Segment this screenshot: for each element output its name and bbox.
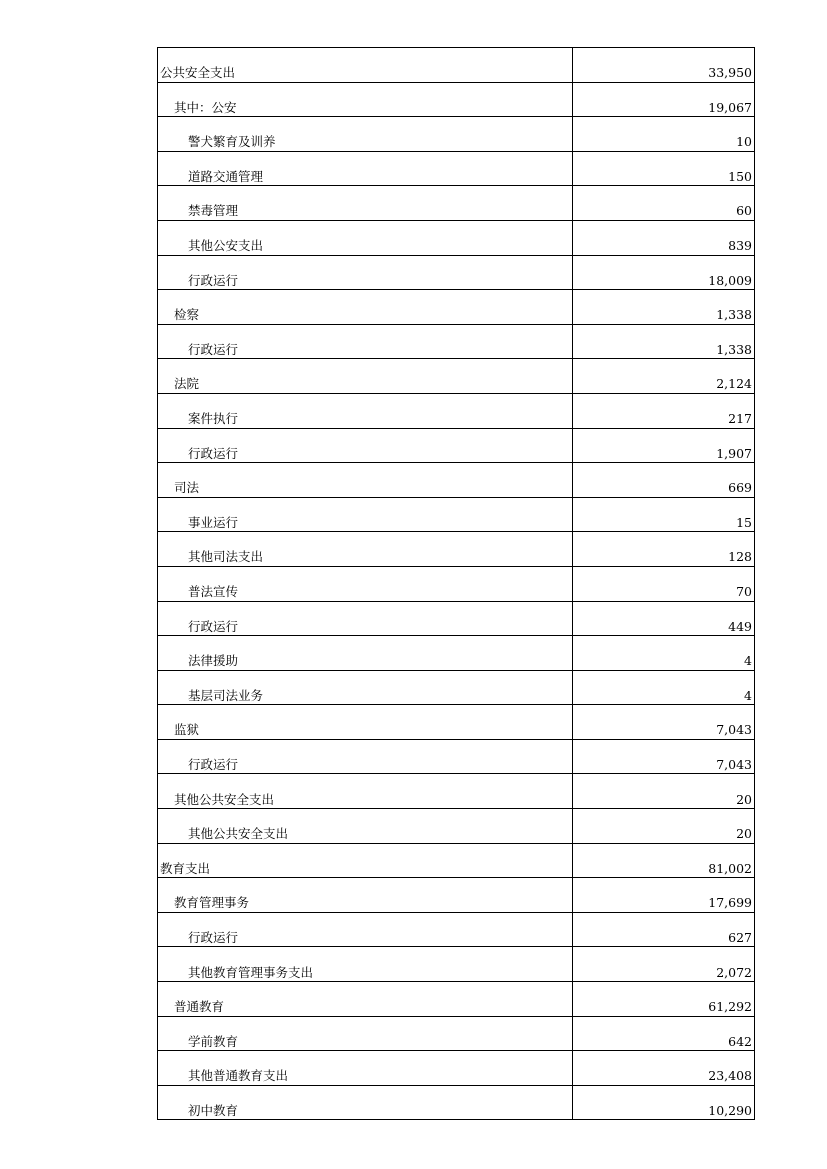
item-name: 行政运行 [188,341,239,357]
item-amount: 20 [573,774,755,809]
item-name-cell [158,463,573,498]
item-amount: 20 [573,809,755,844]
table-row [158,117,755,152]
item-name-cell [158,1051,573,1086]
item-name-cell [158,1085,573,1120]
budget-sheet [157,47,755,1120]
item-amount: 1,338 [573,290,755,325]
item-name: 行政运行 [188,756,239,772]
table-row [158,497,755,532]
table-row [158,428,755,463]
table-row [158,1051,755,1086]
table-row [158,1016,755,1051]
item-name-cell [158,186,573,221]
item-amount: 33,950 [573,48,755,83]
item-name: 其他公共安全支出 [188,826,289,842]
item-amount: 150 [573,151,755,186]
item-name: 行政运行 [188,618,239,634]
item-name: 其他普通教育支出 [188,1068,289,1084]
item-name: 事业运行 [188,514,239,530]
item-amount: 70 [573,566,755,601]
item-name-cell [158,82,573,117]
item-name: 法院 [174,376,200,392]
table-row [158,843,755,878]
table-row [158,774,755,809]
item-name: 法律援助 [188,653,239,669]
item-name-cell [158,809,573,844]
item-name-cell [158,151,573,186]
item-amount: 839 [573,220,755,255]
item-name: 教育管理事务 [174,895,250,911]
item-name: 其他司法支出 [188,549,264,565]
item-name-cell [158,566,573,601]
table-row [158,359,755,394]
item-name-cell [158,843,573,878]
table-row [158,48,755,83]
table-row [158,324,755,359]
item-amount: 1,907 [573,428,755,463]
table-row [158,463,755,498]
table-row [158,878,755,913]
item-name: 普通教育 [174,999,225,1015]
item-name: 警犬繁育及训养 [188,134,276,150]
item-amount: 642 [573,1016,755,1051]
item-amount: 1,338 [573,324,755,359]
item-name-cell [158,497,573,532]
table-row [158,739,755,774]
item-name-cell [158,670,573,705]
item-name-cell [158,636,573,671]
item-amount: 7,043 [573,739,755,774]
item-amount: 217 [573,393,755,428]
item-amount: 17,699 [573,878,755,913]
item-name-cell [158,774,573,809]
item-amount: 19,067 [573,82,755,117]
item-name-cell [158,601,573,636]
item-name-cell [158,912,573,947]
item-amount: 128 [573,532,755,567]
item-amount: 60 [573,186,755,221]
item-name-cell [158,1016,573,1051]
item-name: 道路交通管理 [188,168,264,184]
table-row [158,705,755,740]
item-name: 初中教育 [188,1102,239,1118]
table-row [158,566,755,601]
item-amount: 18,009 [573,255,755,290]
item-name-cell [158,48,573,83]
item-name: 禁毒管理 [188,203,239,219]
item-name: 其他教育管理事务支出 [188,964,314,980]
item-name-cell [158,878,573,913]
table-row [158,151,755,186]
item-amount: 2,124 [573,359,755,394]
item-name: 其中：公安 [174,99,237,115]
table-row [158,255,755,290]
expenditure-table-body [158,48,755,1120]
item-amount: 669 [573,463,755,498]
item-amount: 627 [573,912,755,947]
item-name-cell [158,705,573,740]
item-name: 教育支出 [160,860,211,876]
item-name: 司法 [174,480,200,496]
item-name: 学前教育 [188,1033,239,1049]
table-row [158,670,755,705]
item-name-cell [158,324,573,359]
table-row [158,186,755,221]
item-amount: 449 [573,601,755,636]
item-amount: 81,002 [573,843,755,878]
item-name: 其他公安支出 [188,238,264,254]
table-row [158,1085,755,1120]
table-row [158,947,755,982]
item-name-cell [158,290,573,325]
item-amount: 7,043 [573,705,755,740]
item-name: 行政运行 [188,445,239,461]
table-row [158,82,755,117]
table-row [158,220,755,255]
item-amount: 4 [573,670,755,705]
item-name: 案件执行 [188,411,239,427]
item-name: 普法宣传 [188,584,239,599]
item-name-cell [158,532,573,567]
item-amount: 2,072 [573,947,755,982]
item-name-cell [158,117,573,152]
table-row [158,912,755,947]
item-amount: 15 [573,497,755,532]
item-name-cell [158,739,573,774]
table-row [158,532,755,567]
item-name: 监狱 [174,722,200,738]
item-name-cell [158,428,573,463]
item-name-cell [158,982,573,1017]
table-row [158,290,755,325]
table-row [158,982,755,1017]
item-name-cell [158,255,573,290]
item-name-cell [158,947,573,982]
table-row [158,601,755,636]
item-name: 检察 [174,307,200,323]
item-name: 公共安全支出 [160,65,236,81]
expenditure-table [157,47,755,1120]
item-amount: 10 [573,117,755,152]
item-name-cell [158,220,573,255]
item-name: 行政运行 [188,929,239,945]
item-name-cell [158,393,573,428]
item-amount: 61,292 [573,982,755,1017]
item-amount: 23,408 [573,1051,755,1086]
item-amount: 10,290 [573,1085,755,1120]
item-name: 其他公共安全支出 [174,791,275,807]
item-amount: 4 [573,636,755,671]
table-row [158,393,755,428]
table-row [158,636,755,671]
table-row [158,809,755,844]
item-name-cell [158,359,573,394]
item-name: 行政运行 [188,272,239,288]
item-name: 基层司法业务 [188,687,264,703]
